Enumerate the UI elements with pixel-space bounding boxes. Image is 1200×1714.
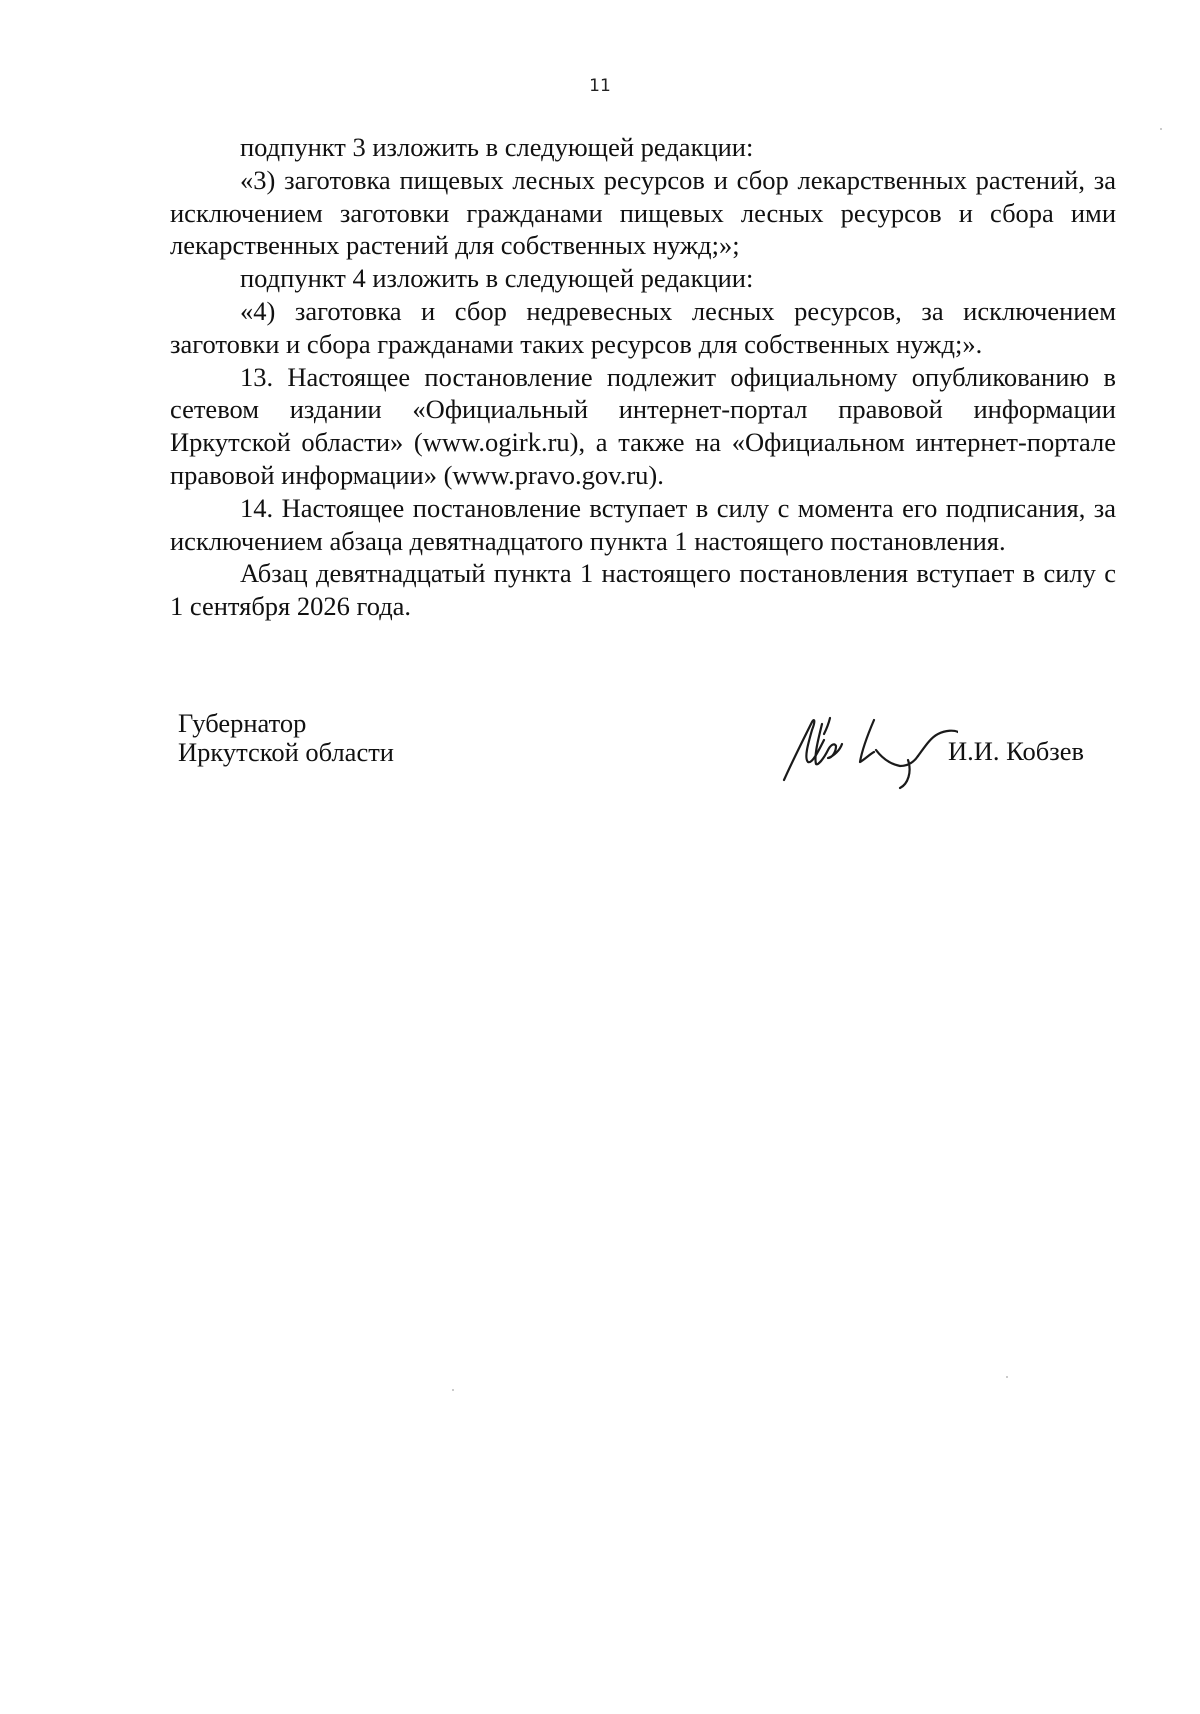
- paragraph-item-13: 13. Настоящее постановление подлежит официальному опубликованию в сетевом издании «Официальный интернет-портал правовой информации Иркутской области» (www.ogirk.ru), а также на «Официальном интернет-портале правовой информации» (www.pravo.gov.ru).: [170, 361, 1116, 490]
- signatory-name: И.И. Кобзев: [948, 736, 1084, 766]
- document-body: [170, 131, 1116, 623]
- paragraph-subitem-3-text: «3) заготовка пищевых лесных ресурсов и сбор лекарственных растений, за исключением заготовки гражданами пищевых лесных ресурсов и сбора ими лекарственных растений для собственных нужд;»;: [170, 164, 1116, 261]
- paragraph-subitem-4-intro: подпункт 4 изложить в следующей редакции:: [240, 263, 754, 294]
- scan-speck: [452, 1389, 454, 1391]
- scan-speck: [1006, 1376, 1008, 1378]
- paragraph-subitem-3-intro: подпункт 3 изложить в следующей редакции:: [240, 132, 754, 162]
- paragraph-subitem-4-text: «4) заготовка и сбор недревесных лесных ресурсов, за исключением заготовки и сбора гражданами таких ресурсов для собственных нужд;».: [170, 295, 1116, 359]
- signatory-position-line-2: Иркутской области: [178, 737, 394, 767]
- paragraph-effective-date: Абзац девятнадцатый пункта 1 настоящего постановления вступает в силу с 1 сентября 2026 года.: [170, 558, 1116, 622]
- signatory-position: [178, 709, 394, 767]
- signatory-position-line-1: Губернатор: [178, 708, 307, 738]
- paragraph-item-14: 14. Настоящее постановление вступает в силу с момента его подписания, за исключением абзаца девятнадцатого пункта 1 настоящего постановления.: [170, 492, 1116, 556]
- scan-speck: [1160, 128, 1162, 130]
- page-number: 11: [589, 76, 611, 96]
- handwritten-signature: [778, 700, 958, 790]
